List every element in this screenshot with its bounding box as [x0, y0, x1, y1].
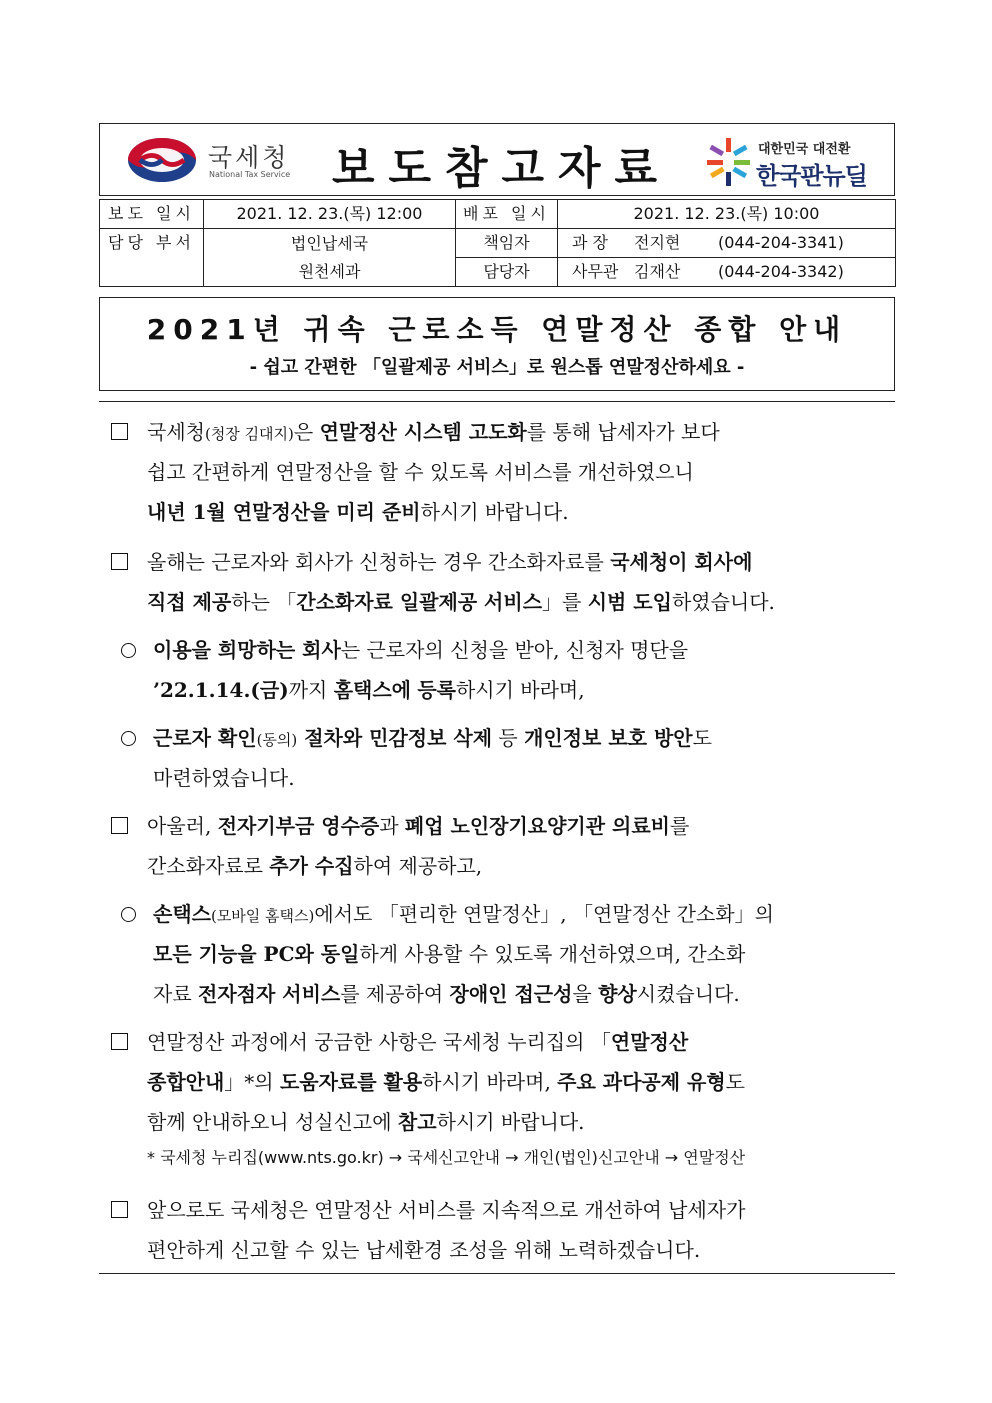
- emphasis: 내년 1월 연말정산을 미리 준비: [147, 500, 421, 524]
- top-divider: [99, 401, 895, 402]
- taegeuk-icon: [126, 136, 198, 184]
- text-span: 까지: [288, 678, 334, 702]
- staff-contact: [558, 258, 896, 287]
- text-span: 아울러,: [147, 814, 218, 838]
- headline: 2021년 귀속 근로소득 연말정산 종합 안내: [146, 313, 848, 346]
- nts-name-en: National Tax Service: [209, 170, 291, 179]
- text-span: 도: [725, 1070, 745, 1094]
- circle-bullet-icon: [121, 731, 136, 746]
- release-date-value: 2021. 12. 23.(목) 12:00: [204, 200, 456, 229]
- sub-item-2: [103, 718, 893, 798]
- emphasis: 절차와 민감정보 삭제: [297, 726, 493, 750]
- text-span: 하시기 바라며,: [455, 678, 585, 702]
- text-span: 연말정산 과정에서 궁금한 사항은 국세청 누리집의 「: [147, 1030, 611, 1054]
- text-span: (청장 김대지): [204, 425, 294, 443]
- emphasis: 주요 과다공제 유형: [557, 1070, 726, 1094]
- emphasis: 등록: [417, 678, 456, 702]
- distribution-date-label: 배포 일시: [456, 200, 558, 229]
- text-span: (모바일 홈택스): [210, 907, 315, 925]
- checkbox-bullet-icon: [111, 1033, 128, 1050]
- new-deal-star-icon: [706, 136, 752, 188]
- emphasis: 전자기부금 영수증: [217, 814, 380, 838]
- text-span: 쉽고 간편하게 연말정산을 할 수 있도록 서비스를 개선하였으니: [147, 460, 694, 484]
- department-label: 담당 부서: [100, 229, 204, 287]
- distribution-date-value: 2021. 12. 23.(목) 10:00: [558, 200, 896, 229]
- text-span: 」를: [542, 590, 588, 614]
- emphasis: ’22.1.14.(금): [153, 678, 289, 702]
- text-span: 함께 안내하오니 성실신고에: [147, 1110, 398, 1134]
- text-span: 국세청: [147, 420, 205, 444]
- text-span: 를 통해 납세자가 보다: [526, 420, 720, 444]
- text-span: 편안하게 신고할 수 있는 납세환경 조성을 위해 노력하겠습니다.: [147, 1238, 701, 1262]
- staff-label: 담당자: [456, 258, 558, 287]
- emphasis: 종합안내: [147, 1070, 225, 1094]
- paragraph-4: [103, 1022, 893, 1142]
- text-span: 하시기 바랍니다.: [420, 500, 569, 524]
- table-row: [100, 200, 896, 229]
- responsible-role: 과 장: [572, 233, 608, 252]
- checkbox-bullet-icon: [111, 553, 128, 570]
- text-span: 는 근로자의 신청을 받아, 신청자 명단을: [340, 638, 689, 662]
- new-deal-tagline: 대한민국 대전환: [758, 142, 851, 157]
- department-value: [204, 229, 456, 287]
- text-span: 올해는 근로자와 회사가 신청하는 경우 간소화자료를: [147, 550, 611, 574]
- text-span: 를 제공하여: [340, 982, 450, 1006]
- text-span: 에서도 「편리한 연말정산」, 「연말정산 간소화」의: [314, 902, 774, 926]
- text-span: 하시기 바라며,: [422, 1070, 558, 1094]
- text-span: 를: [670, 814, 690, 838]
- table-row: [100, 229, 896, 258]
- circle-bullet-icon: [121, 907, 136, 922]
- text-span: 하시기 바랍니다.: [436, 1110, 585, 1134]
- korean-new-deal-logo: [706, 134, 886, 190]
- emphasis: 간소화자료 일괄제공 서비스: [296, 590, 543, 614]
- text-span: 시켰습니다.: [636, 982, 740, 1006]
- department-division: 원천세과: [298, 261, 361, 281]
- emphasis: 장애인 접근성: [449, 982, 573, 1006]
- sub-item-1: [103, 630, 893, 710]
- nts-logo: [126, 136, 298, 184]
- emphasis: 전자점자 서비스: [198, 982, 341, 1006]
- emphasis: 손택스: [153, 902, 211, 926]
- department-bureau: 법인납세국: [290, 233, 369, 253]
- emphasis: 폐업 노인장기요양기관 의료비: [404, 814, 670, 838]
- emphasis: 이용을 희망하는 회사: [153, 638, 341, 662]
- staff-phone: (044-204-3342): [718, 262, 844, 281]
- emphasis: 추가 수집: [269, 854, 354, 878]
- release-info-table: [99, 199, 896, 287]
- text-span: 과: [379, 814, 405, 838]
- checkbox-bullet-icon: [111, 817, 128, 834]
- staff-name: 김재산: [634, 262, 681, 281]
- emphasis: 연말정산: [610, 1030, 689, 1054]
- emphasis: 도움자료를 활용: [279, 1070, 423, 1094]
- text-span: 은: [293, 420, 320, 444]
- responsible-phone: (044-204-3341): [718, 233, 844, 252]
- emphasis: 향상: [598, 982, 637, 1006]
- paragraph-2: [103, 542, 893, 622]
- bottom-divider: [99, 1273, 895, 1274]
- text-span: 앞으로도 국세청은 연말정산 서비스를 지속적으로 개선하여 납세자가: [147, 1198, 746, 1222]
- text-span: 도: [692, 726, 712, 750]
- responsible-contact: [558, 229, 896, 258]
- emphasis: 직접 제공: [147, 590, 232, 614]
- text-span: (동의): [256, 731, 298, 749]
- checkbox-bullet-icon: [111, 423, 128, 440]
- subheadline: - 쉽고 간편한 「일괄제공 서비스」로 원스톱 연말정산하세요 -: [249, 357, 745, 378]
- text-span: 등: [492, 726, 525, 750]
- release-date-label: 보도 일시: [100, 200, 204, 229]
- text-span: 하는 「: [231, 590, 297, 614]
- text-span: 하여 제공하고,: [353, 854, 483, 878]
- new-deal-wordmark: 한국판뉴딜: [756, 162, 867, 190]
- emphasis: 홈택스에: [333, 678, 411, 702]
- paragraph-5: [103, 1190, 893, 1270]
- emphasis: 근로자 확인: [153, 726, 257, 750]
- paragraph-3: [103, 806, 893, 886]
- checkbox-bullet-icon: [111, 1201, 128, 1218]
- headline-box: [99, 297, 895, 391]
- emphasis: 국세청이 회사에: [610, 550, 753, 574]
- emphasis: 개인정보 보호 방안: [524, 726, 693, 750]
- sub-item-3: [103, 894, 893, 1014]
- press-header: [99, 123, 895, 196]
- text-span: 을: [572, 982, 599, 1006]
- emphasis: 연말정산 시스템 고도화: [319, 420, 527, 444]
- text-span: 하게 사용할 수 있도록 개선하였으며, 간소화: [359, 942, 746, 966]
- text-span: 하였습니다.: [671, 590, 775, 614]
- responsible-name: 전지현: [634, 233, 681, 252]
- footnote: * 국세청 누리집(www.nts.go.kr) → 국세신고안내 → 개인(법인)신고안내 → 연말정산: [147, 1148, 746, 1167]
- circle-bullet-icon: [121, 643, 136, 658]
- nts-name-ko: 국세청: [208, 143, 290, 172]
- text-span: 자료: [153, 982, 198, 1006]
- text-span: 」*의: [224, 1070, 280, 1094]
- emphasis: 모든 기능을 PC와 동일: [153, 942, 360, 966]
- emphasis: 참고: [397, 1110, 437, 1134]
- page-title: 보도참고자료: [332, 143, 672, 194]
- text-span: 간소화자료로: [147, 854, 270, 878]
- paragraph-1: [103, 412, 893, 532]
- responsible-label: 책임자: [456, 229, 558, 258]
- staff-role: 사무관: [572, 262, 619, 281]
- text-span: 마련하였습니다.: [153, 766, 295, 790]
- emphasis: 시범 도입: [587, 590, 672, 614]
